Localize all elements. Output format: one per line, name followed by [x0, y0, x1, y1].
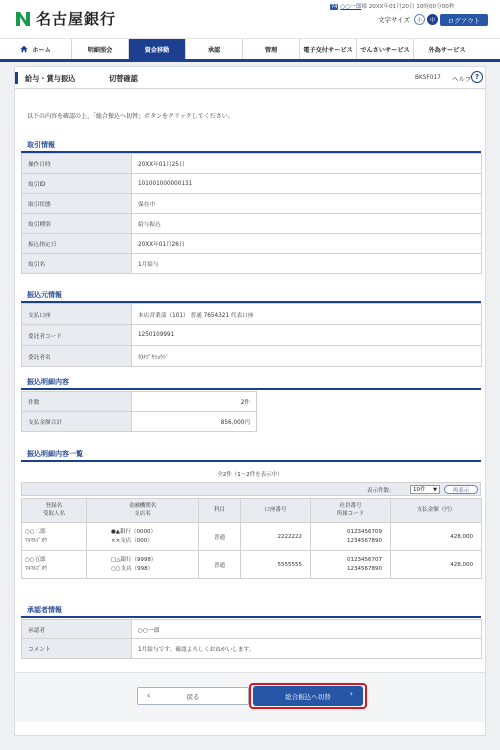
- title-accent: [15, 72, 18, 84]
- table-row: [22, 523, 482, 551]
- cell-name: [22, 551, 87, 579]
- table-row: [22, 214, 482, 234]
- row-label: コメント: [22, 639, 132, 659]
- section-remitter-info-heading: 振込元情報: [27, 291, 62, 299]
- section-transfer-list-heading: 振込明細内容一覧: [27, 450, 83, 458]
- font-size-small-button[interactable]: 小: [414, 14, 425, 25]
- employee-number: 0123456709: [347, 529, 382, 536]
- row-value: 1250109991: [132, 325, 482, 346]
- row-value: 856,000円: [132, 412, 257, 432]
- table-row: [22, 304, 482, 325]
- section-divider: [21, 616, 481, 618]
- branch-name-cell: ××支店（000）: [111, 537, 153, 544]
- login-time: 様 20XX年01月20日 10時00分00秒: [361, 4, 455, 10]
- col-code-line2: 所属コード: [336, 510, 365, 517]
- row-value: 1月給与: [132, 254, 482, 274]
- row-label: 承認者: [22, 620, 132, 639]
- transfer-summary-table: [21, 391, 482, 432]
- tab-forex[interactable]: 外為サービス: [428, 46, 466, 54]
- row-value: ｶ)ﾅｺﾞﾔｼｮｳｼﾞ: [132, 346, 482, 367]
- col-bank: [87, 499, 199, 523]
- home-icon: [20, 45, 28, 53]
- bank-logo[interactable]: [14, 8, 116, 29]
- col-name-line2: 受取人名: [42, 510, 65, 517]
- cell-kamoku: 普通: [199, 551, 241, 579]
- table-row: [22, 154, 482, 174]
- bank-name: 名古屋銀行: [36, 10, 117, 28]
- chevron-right-icon: ›: [349, 689, 353, 698]
- row-value: 保存中: [132, 194, 482, 214]
- tab-home[interactable]: [0, 39, 72, 59]
- col-code-line1: 社員番号: [339, 503, 362, 510]
- tab-management[interactable]: 管理: [243, 39, 300, 59]
- help-icon[interactable]: ?: [471, 71, 483, 83]
- font-size-medium-button[interactable]: 中: [427, 14, 438, 25]
- display-count-value: 10件: [413, 487, 426, 493]
- section-divider: [21, 388, 481, 390]
- page-subtitle: 切替確認: [109, 74, 138, 83]
- row-value: ○○一郎: [132, 620, 482, 639]
- cell-code: [311, 551, 391, 579]
- row-value: 2件: [132, 392, 257, 412]
- cell-account: 5555555: [241, 551, 311, 579]
- col-name-line1: 登録名: [45, 503, 63, 510]
- row-label: 取引名: [22, 254, 132, 274]
- bank-logo-icon: [14, 10, 32, 28]
- table-row: [22, 551, 482, 579]
- table-row: [22, 325, 482, 346]
- screen-code: BKSF017: [415, 75, 441, 81]
- instruction-text: 以下の内容を確認の上、「総合振込へ切替」ボタンをクリックしてください。: [27, 113, 234, 120]
- col-account: 口座番号: [241, 499, 311, 523]
- cell-code: [311, 523, 391, 551]
- col-bank-line2: 支店名: [134, 510, 151, 517]
- main-panel: [14, 66, 486, 736]
- tab-statement-inquiry[interactable]: 明細照会: [72, 39, 129, 59]
- switch-to-general-transfer-button[interactable]: [253, 686, 363, 706]
- row-label: 取引種別: [22, 214, 132, 234]
- department-code: 1234567890: [347, 565, 382, 572]
- section-divider: [21, 460, 481, 462]
- remitter-info-table: [21, 303, 482, 367]
- section-transfer-summary-heading: 振込明細内容: [27, 378, 69, 386]
- table-row: [22, 620, 482, 639]
- row-value: 101001000000131: [132, 174, 482, 194]
- chevron-left-icon: ‹: [147, 691, 151, 700]
- cell-account: 2222222: [241, 523, 311, 551]
- table-row: [22, 234, 482, 254]
- table-row: [22, 639, 482, 659]
- col-name: [22, 499, 87, 523]
- header: [0, 0, 500, 38]
- display-count-select[interactable]: [410, 485, 440, 494]
- row-label: 取引状態: [22, 194, 132, 214]
- transfer-detail-table: [21, 498, 482, 579]
- global-nav: [0, 38, 500, 62]
- col-amount: 支払金額（円）: [391, 499, 482, 523]
- row-label: 取引ID: [22, 174, 132, 194]
- row-label: 件数: [22, 392, 132, 412]
- user-info: [330, 2, 454, 10]
- registered-name: ○○二郎: [25, 529, 46, 536]
- tab-densai[interactable]: でんさいサービス: [357, 39, 414, 59]
- result-count: 全2件（1～2件を表示中）: [217, 472, 283, 478]
- row-label: 支払口座: [22, 304, 132, 325]
- bank-name-cell: □△銀行（9998）: [111, 557, 157, 564]
- chevron-down-icon: ▼: [433, 487, 437, 493]
- row-label: 支払金額合計: [22, 412, 132, 432]
- employee-number: 0123456707: [347, 557, 382, 564]
- table-header-row: [22, 499, 482, 523]
- button-area: [15, 672, 485, 722]
- page-title: 給与・賞与振込: [25, 74, 76, 83]
- row-label: 振込指定日: [22, 234, 132, 254]
- section-transaction-info-heading: 取引情報: [27, 141, 55, 149]
- font-size-label: 文字サイズ: [378, 16, 410, 24]
- table-row: [22, 174, 482, 194]
- user-badge: 74: [331, 4, 338, 10]
- col-code: [311, 499, 391, 523]
- back-button[interactable]: [137, 687, 249, 705]
- row-value: 20XX年01月26日: [132, 234, 482, 254]
- redisplay-button[interactable]: 再表示: [444, 485, 478, 494]
- tab-approval[interactable]: 承認: [186, 39, 243, 59]
- back-button-label: 戻る: [186, 692, 200, 701]
- cell-amount: 428,000: [391, 551, 482, 579]
- branch-name-cell: ○○支店（998）: [111, 565, 154, 572]
- cell-kamoku: 普通: [199, 523, 241, 551]
- logout-button[interactable]: ログアウト: [440, 14, 488, 26]
- row-label: 操作日時: [22, 154, 132, 174]
- list-control-bar: [21, 482, 481, 496]
- tab-home-label: ホーム: [32, 46, 51, 54]
- tab-fund-transfer[interactable]: 資金移動: [129, 39, 186, 59]
- table-row: [22, 194, 482, 214]
- bank-name-cell: ●▲銀行（0000）: [111, 529, 157, 536]
- row-label: 委託者コード: [22, 325, 132, 346]
- department-code: 1234567890: [347, 537, 382, 544]
- row-value: 1月給与です。確認よろしくおねがいします。: [132, 639, 482, 659]
- approver-info-table: [21, 619, 482, 659]
- row-value: 20XX年01月25日: [132, 154, 482, 174]
- registered-name: ○○五郎: [25, 557, 46, 564]
- user-name-link[interactable]: ○○一郎: [340, 4, 362, 10]
- display-count-label: 表示件数：: [367, 488, 395, 494]
- col-kamoku: 科目: [199, 499, 241, 523]
- col-bank-line1: 金融機関名: [128, 503, 157, 510]
- row-value: 本店営業部（101） 普通 7654321 代表口座: [132, 304, 482, 325]
- page-title-bar: [15, 67, 485, 89]
- row-value: 給与振込: [132, 214, 482, 234]
- transaction-info-table: [21, 153, 482, 274]
- table-row: [22, 392, 482, 412]
- table-row: [22, 254, 482, 274]
- table-row: [22, 412, 482, 432]
- cell-bank: [87, 523, 199, 551]
- row-label: 委託者名: [22, 346, 132, 367]
- cell-name: [22, 523, 87, 551]
- recipient-name: ﾏﾙﾏﾙｼﾞﾛｳ: [25, 537, 48, 544]
- submit-button-label: 総合振込へ切替: [285, 692, 331, 701]
- table-row: [22, 346, 482, 367]
- help-link[interactable]: ヘルプ: [452, 75, 472, 83]
- cell-amount: 428,000: [391, 523, 482, 551]
- cell-bank: [87, 551, 199, 579]
- tab-electronic-delivery[interactable]: 電子交付サービス: [300, 39, 357, 59]
- section-approver-info-heading: 承認者情報: [27, 606, 62, 614]
- recipient-name: ﾏﾙﾏﾙｺﾞﾛｳ: [25, 565, 48, 572]
